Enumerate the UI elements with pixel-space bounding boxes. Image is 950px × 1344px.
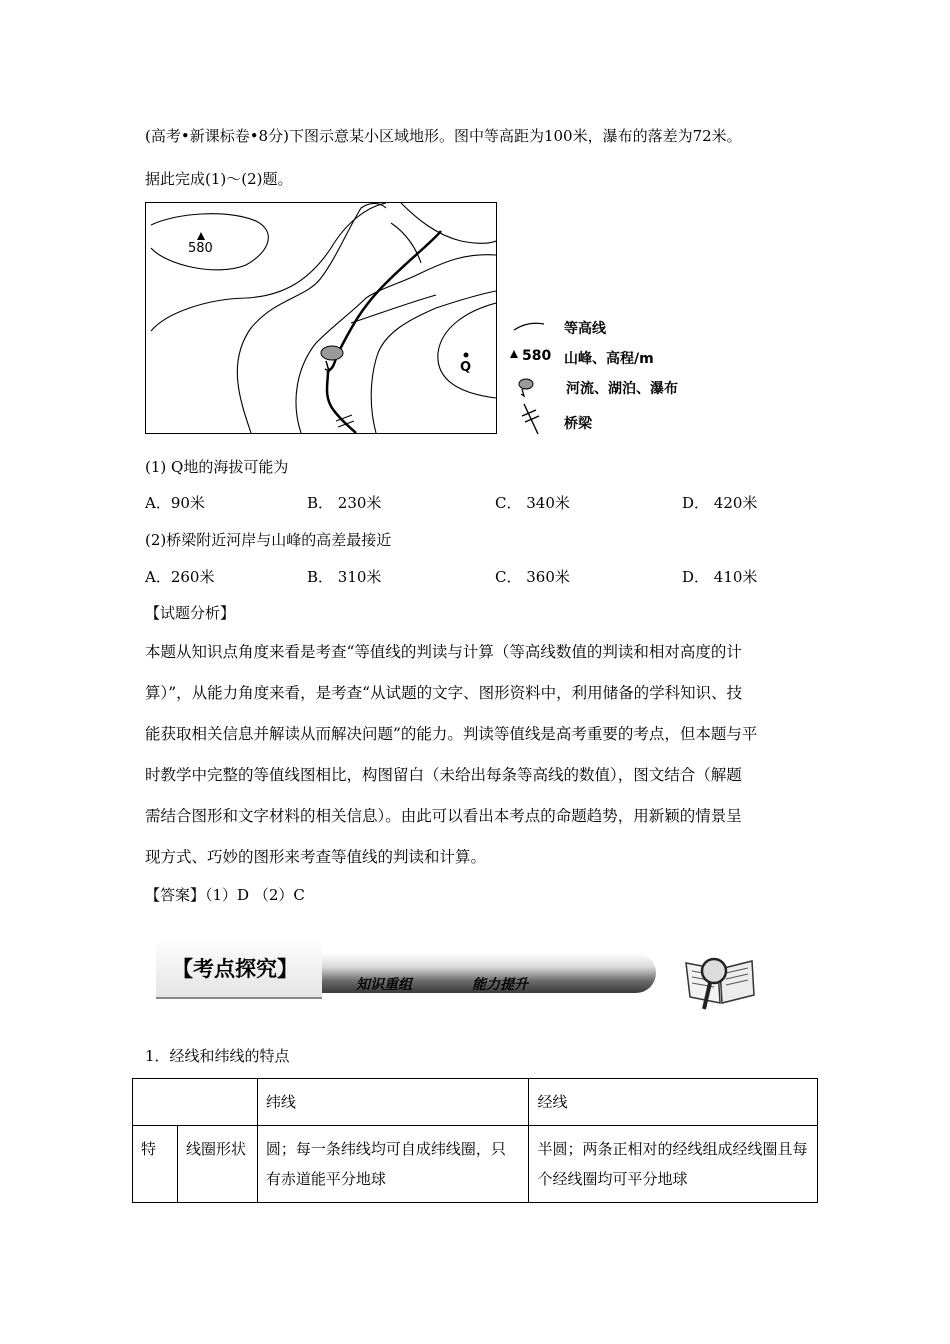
legend-bridge-symbol: [522, 404, 539, 434]
q2-option-b[interactable]: B． 310米: [307, 568, 382, 586]
q-point-label: Q: [460, 360, 472, 375]
legend-symbols: [508, 312, 568, 437]
banner-sub-ability: 能力提升: [472, 977, 528, 993]
question-intro-line1: (高考•新课标卷•8分)下图示意某小区域地形。图中等高距为100米，瀑布的落差为72米。: [145, 127, 742, 145]
analysis-line-5: 需结合图形和文字材料的相关信息）。由此可以看出本考点的命题趋势，用新颖的情景呈: [145, 807, 742, 825]
q2-option-d[interactable]: D． 410米: [682, 568, 758, 586]
analysis-heading: 【试题分析】: [145, 604, 236, 622]
answer-line: 【答案】（1）D （2）C: [145, 886, 305, 904]
table-cell-shape-label: 线圈形状: [177, 1126, 257, 1203]
q-hill-contour: [438, 303, 496, 398]
q1-option-d[interactable]: D． 420米: [682, 494, 758, 512]
table-cell-parallel-shape: 圆；每一条纬线均可自成纬线圈，只有赤道能平分地球: [257, 1126, 529, 1203]
q1-stem: (1) Q地的海拔可能为: [145, 458, 289, 476]
legend-contour-label: 等高线: [564, 321, 606, 337]
table-header-row: [133, 1079, 818, 1126]
table-header-meridian: 经线: [529, 1079, 818, 1126]
table-header-parallel: 纬线: [257, 1079, 529, 1126]
river-lower: [327, 371, 356, 433]
legend-water-label: 河流、湖泊、瀑布: [566, 381, 678, 397]
legend-peak-value: 580: [522, 348, 552, 364]
meridian-parallel-table: [132, 1078, 818, 1203]
legend-contour-symbol: [514, 323, 544, 330]
banner-sub-knowledge: 知识重组: [356, 977, 412, 993]
contour-4: [371, 291, 496, 433]
analysis-line-4: 时教学中完整的等值线图相比，构图留白（未给出每条等高线的数值），图文结合（解题: [145, 766, 742, 784]
topographic-map: [145, 202, 497, 434]
contour-6: [401, 203, 496, 243]
analysis-line-1: 本题从知识点角度来看是考查“等值线的判读与计算（等高线数值的判读和相对高度的计: [145, 643, 742, 661]
q-point-dot: [464, 353, 469, 358]
q1-option-b[interactable]: B． 230米: [307, 494, 382, 512]
legend-peak-symbol: [510, 350, 518, 358]
river: [328, 231, 441, 371]
analysis-line-6: 现方式、巧妙的图形来考查等值线的判读和计算。: [145, 848, 487, 866]
contour-7: [391, 223, 421, 263]
q2-option-a[interactable]: A．260米: [145, 568, 215, 586]
contour-map-figure: [146, 203, 496, 433]
map-legend: [508, 312, 708, 437]
peak-elevation-label: 580: [188, 241, 213, 256]
legend-waterfall-symbol: [521, 389, 524, 396]
peak-triangle: [197, 232, 205, 240]
legend-peak-label: 山峰、高程/m: [564, 351, 654, 367]
q2-option-c[interactable]: C． 360米: [495, 568, 570, 586]
waterfall-mark: [325, 361, 329, 371]
q2-stem: (2)桥梁附近河岸与山峰的高差最接近: [145, 531, 392, 549]
analysis-line-2: 算）”，从能力角度来看，是考查“从试题的文字、图形资料中，利用储备的学科知识、技: [145, 684, 743, 702]
legend-lake-symbol: [519, 379, 533, 389]
section1-heading: 1．经线和纬线的特点: [145, 1047, 290, 1065]
legend-bridge-label: 桥梁: [564, 416, 592, 432]
q1-option-a[interactable]: A．90米: [145, 494, 205, 512]
table-row: [133, 1126, 818, 1203]
section-banner: [150, 923, 770, 1023]
book-magnifier-icon: [680, 941, 760, 1021]
banner-title: 【考点探究】: [172, 957, 298, 981]
table-cell-feature: 特: [133, 1126, 178, 1203]
table-cell-meridian-shape: 半圆；两条正相对的经线组成经线圈且每个经线圈均可平分地球: [529, 1126, 818, 1203]
question-intro-line2: 据此完成(1)～(2)题。: [145, 170, 293, 188]
contour-3: [296, 255, 496, 433]
q1-option-c[interactable]: C． 340米: [495, 494, 570, 512]
lake: [321, 346, 343, 360]
table-header-empty: [133, 1079, 258, 1126]
analysis-line-3: 能获取相关信息并解读从而解决问题”的能力。判读等值线是高考重要的考点，但本题与平: [145, 725, 758, 743]
